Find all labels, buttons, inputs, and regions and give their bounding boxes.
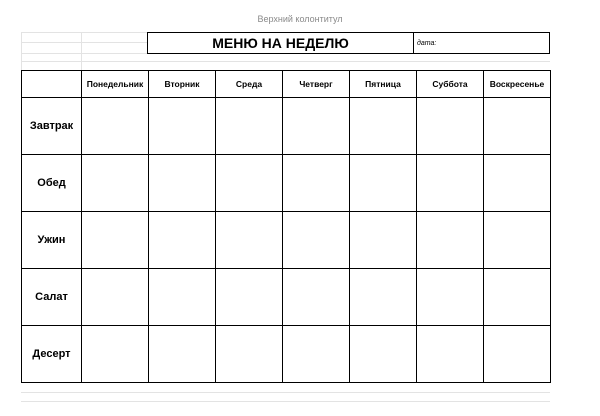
menu-cell[interactable] [283,269,350,326]
menu-cell[interactable] [417,98,484,155]
menu-cell[interactable] [149,155,216,212]
meal-row [22,98,551,155]
meal-row [22,155,551,212]
menu-cell[interactable] [283,212,350,269]
day-header[interactable]: Суббота [417,71,484,98]
days-header-row [22,71,551,98]
meal-label[interactable]: Десерт [22,326,82,383]
day-header[interactable]: Вторник [149,71,216,98]
menu-cell[interactable] [82,98,149,155]
sheet-gridline [21,32,147,33]
menu-cell[interactable] [149,326,216,383]
meal-label[interactable]: Обед [22,155,82,212]
menu-cell[interactable] [350,212,417,269]
menu-cell[interactable] [417,326,484,383]
page-header-text[interactable]: Верхний колонтитул [257,14,343,24]
menu-cell[interactable] [149,98,216,155]
menu-cell[interactable] [283,98,350,155]
meal-row [22,269,551,326]
menu-cell[interactable] [350,269,417,326]
menu-cell[interactable] [350,98,417,155]
menu-cell[interactable] [350,326,417,383]
menu-cell[interactable] [417,155,484,212]
day-header[interactable]: Воскресенье [484,71,551,98]
sheet-bottom-rows [21,392,550,402]
day-header[interactable]: Четверг [283,71,350,98]
meal-label[interactable]: Ужин [22,212,82,269]
menu-cell[interactable] [82,326,149,383]
menu-cell[interactable] [216,326,283,383]
menu-cell[interactable] [417,269,484,326]
menu-cell[interactable] [216,155,283,212]
menu-cell[interactable] [484,98,551,155]
meal-label[interactable]: Завтрак [22,98,82,155]
menu-cell[interactable] [484,155,551,212]
sheet-gridline [21,61,550,62]
sheet-gridline [81,32,82,70]
menu-cell[interactable] [216,98,283,155]
menu-cell[interactable] [484,269,551,326]
menu-cell[interactable] [82,269,149,326]
sheet-gridline [21,32,22,70]
menu-cell[interactable] [417,212,484,269]
day-header[interactable]: Пятница [350,71,417,98]
date-field[interactable]: дата: [413,32,550,54]
corner-cell[interactable] [22,71,82,98]
menu-cell[interactable] [283,155,350,212]
menu-cell[interactable] [149,269,216,326]
meal-row [22,212,551,269]
menu-cell[interactable] [283,326,350,383]
menu-cell[interactable] [484,212,551,269]
menu-cell[interactable] [216,269,283,326]
sheet-gridline [21,42,147,43]
menu-cell[interactable] [216,212,283,269]
day-header[interactable]: Понедельник [82,71,149,98]
day-header[interactable]: Среда [216,71,283,98]
meal-row [22,326,551,383]
meal-label[interactable]: Салат [22,269,82,326]
menu-cell[interactable] [82,212,149,269]
weekly-menu-table [21,70,551,383]
menu-title[interactable]: МЕНЮ НА НЕДЕЛЮ [147,32,414,54]
sheet-gridline [21,53,147,54]
menu-cell[interactable] [149,212,216,269]
menu-cell[interactable] [484,326,551,383]
menu-cell[interactable] [82,155,149,212]
menu-cell[interactable] [350,155,417,212]
